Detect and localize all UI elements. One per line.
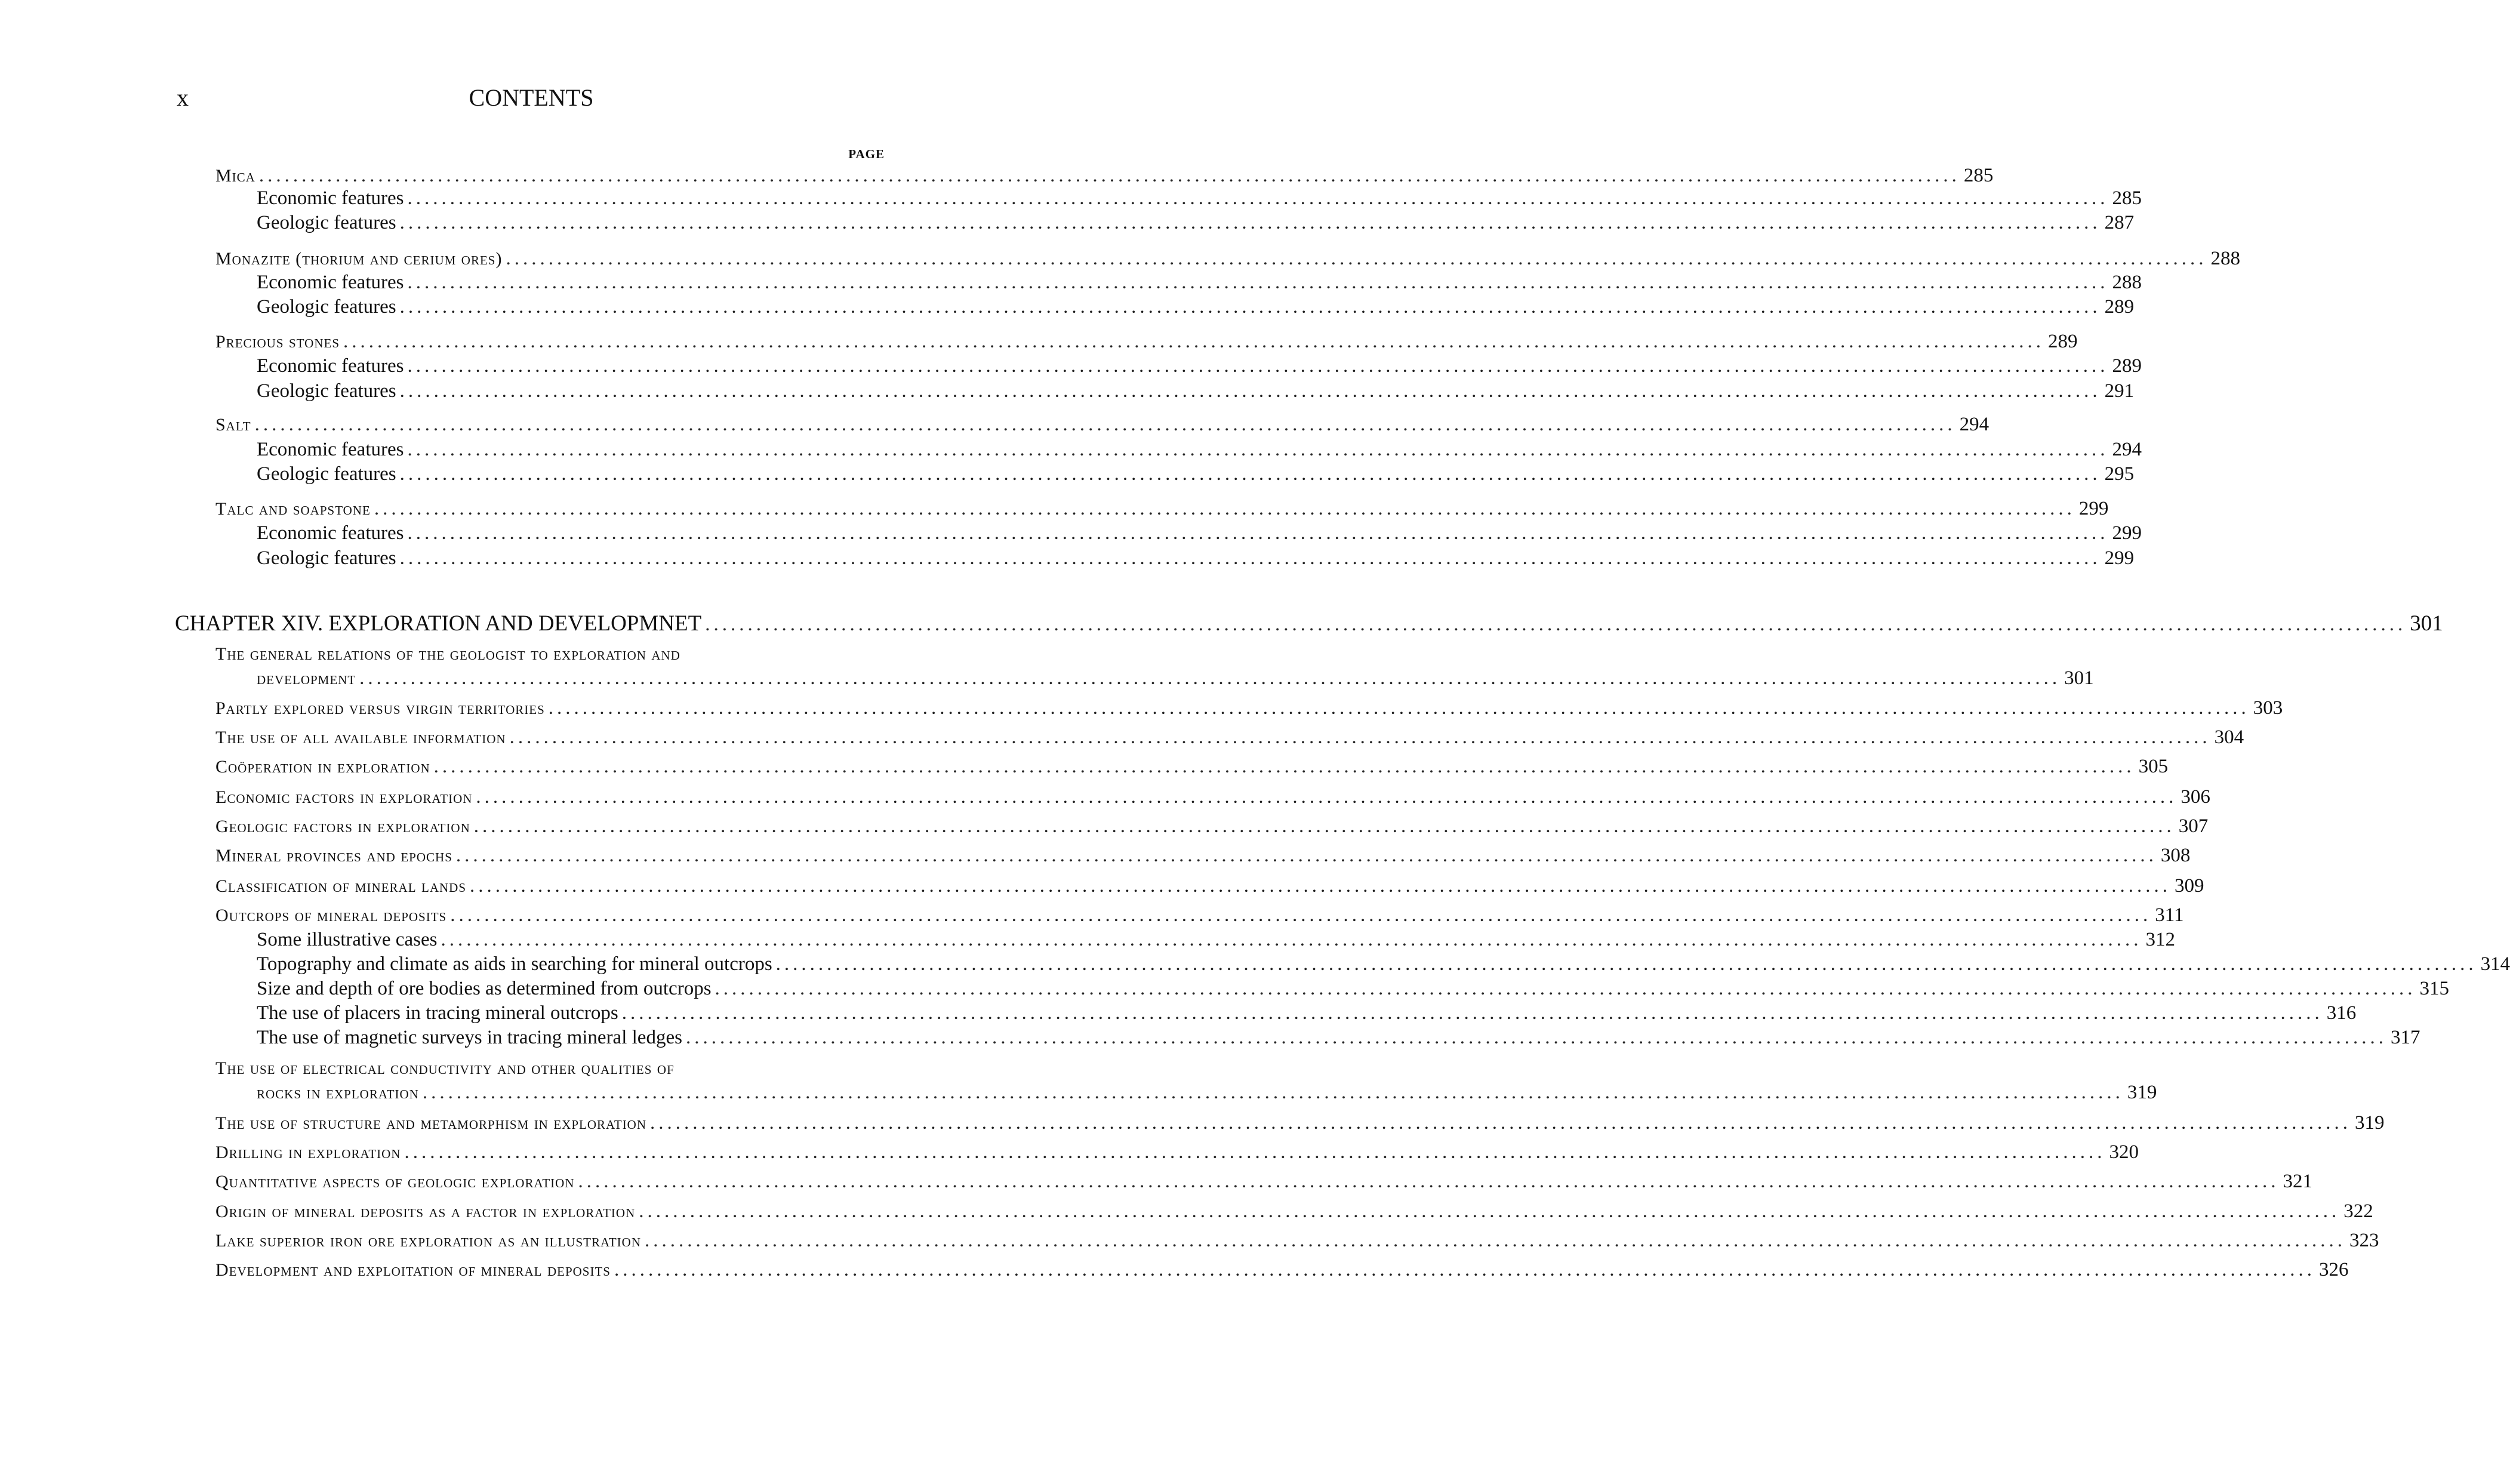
toc-entry: [215, 1199, 2373, 1224]
toc-entry-page: 320: [2109, 1141, 2139, 1163]
toc-entry: [257, 354, 2142, 378]
dot-leader: ........................................................................................................................................................................................................: [473, 815, 2175, 837]
dot-leader: ........................................................................................................................................................................................................: [433, 756, 2135, 777]
dot-leader: ........................................................................................................................................................................................................: [578, 1171, 2280, 1192]
toc-entry-title: Economic features: [257, 439, 404, 460]
dot-leader: ........................................................................................................................................................................................................: [422, 1082, 2124, 1103]
toc-entry-title: Some illustrative cases: [257, 929, 438, 950]
toc-entry-page: 285: [2112, 187, 2142, 209]
dot-leader: ........................................................................................................................................................................................................: [470, 875, 2172, 897]
dot-leader: ........................................................................................................................................................................................................: [650, 1112, 2352, 1134]
toc-entry-page: 315: [2419, 978, 2450, 999]
toc-entry-page: 322: [2343, 1200, 2373, 1222]
toc-entry-page: 326: [2318, 1259, 2349, 1280]
toc-entry: [215, 696, 2283, 721]
toc-entry-page: 311: [2155, 904, 2184, 926]
dot-leader: ........................................................................................................................................................................................................: [455, 845, 2157, 866]
toc-entry-page: 294: [2112, 439, 2142, 460]
dot-leader: ........................................................................................................................................................................................................: [407, 187, 2109, 209]
page-folio: x: [177, 84, 189, 111]
toc-entry: [257, 438, 2142, 461]
dot-leader: ........................................................................................................................................................................................................: [775, 953, 2477, 975]
toc-entry-page: 289: [2104, 296, 2135, 318]
toc-entry: [257, 546, 2135, 570]
toc-entry: [257, 952, 2510, 976]
toc-entry-title: Geologic features: [257, 380, 396, 402]
toc-entry: [215, 642, 885, 666]
toc-entry: [215, 725, 2244, 750]
toc-entry-page: 301: [2064, 667, 2094, 689]
toc-entry-title: The use of electrical conductivity and other qualities of: [215, 1058, 675, 1078]
dot-leader: ........................................................................................................................................................................................................: [548, 697, 2250, 719]
toc-entry-title: Drilling in exploration: [215, 1143, 401, 1162]
toc-entry-title: Geologic factors in exploration: [215, 817, 470, 836]
toc-entry-title: development: [257, 669, 356, 688]
dot-leader: ........................................................................................................................................................................................................: [509, 726, 2211, 748]
toc-entry-page: 316: [2326, 1002, 2357, 1024]
toc-entry: [257, 977, 2450, 1000]
dot-leader: ........................................................................................................................................................................................................: [441, 929, 2142, 950]
toc-entry: [215, 1111, 2385, 1135]
dot-leader: ........................................................................................................................................................................................................: [621, 1002, 2323, 1024]
toc-entry: [257, 928, 2175, 952]
toc-entry-page: 295: [2104, 463, 2135, 485]
toc-entry-title: Topography and climate as aids in searching for mineral outcrops: [257, 953, 772, 975]
toc-entry-title: Mica: [215, 166, 255, 186]
toc-entry: [257, 379, 2135, 403]
toc-entry-page: 304: [2214, 726, 2244, 748]
toc-entry-page: 299: [2112, 522, 2142, 544]
toc-entry: [215, 843, 2191, 868]
toc-entry-title: The use of structure and metamorphism in exploration: [215, 1113, 647, 1133]
toc-entry: [257, 1080, 2157, 1105]
dot-leader: ........................................................................................................................................................................................................: [450, 904, 2152, 926]
dot-leader: ........................................................................................................................................................................................................: [714, 978, 2416, 999]
toc-entry-page: 305: [2138, 756, 2169, 777]
toc-entry-page: 308: [2160, 845, 2191, 866]
toc-entry-title: Origin of mineral deposits as a factor in exploration: [215, 1202, 636, 1221]
toc-entry-title: The use of all available information: [215, 728, 506, 747]
toc-entry-page: 301: [2410, 611, 2443, 636]
dot-leader: ........................................................................................................................................................................................................: [614, 1259, 2315, 1280]
dot-leader: ........................................................................................................................................................................................................: [639, 1200, 2340, 1222]
toc-entry-page: 294: [1959, 414, 1989, 435]
toc-entry-title: Economic features: [257, 355, 404, 377]
toc-entry: [257, 270, 2142, 294]
toc-entry-page: 323: [2349, 1230, 2379, 1251]
toc-entry-page: 285: [1963, 165, 1994, 186]
toc-entry: [257, 666, 2094, 691]
toc-entry-title: Talc and soapstone: [215, 499, 371, 519]
toc-entry-page: 291: [2104, 380, 2135, 402]
toc-entry-page: 309: [2175, 875, 2204, 897]
toc-entry-title: Size and depth of ore bodies as determined from outcrops: [257, 978, 712, 999]
dot-leader: ........................................................................................................................................................................................................: [399, 296, 2101, 318]
dot-leader: ........................................................................................................................................................................................................: [399, 547, 2101, 569]
toc-entry-title: Precious stones: [215, 332, 340, 352]
dot-leader: ........................................................................................................................................................................................................: [343, 331, 2044, 352]
dot-leader: ........................................................................................................................................................................................................: [254, 414, 1956, 435]
toc-entry: [215, 412, 1989, 437]
toc-entry-title: Monazite (thorium and cerium ores): [215, 249, 503, 269]
toc-entry-page: 289: [2048, 331, 2078, 352]
toc-entry-title: The use of magnetic surveys in tracing mineral ledges: [257, 1027, 682, 1048]
dot-leader: ........................................................................................................................................................................................................: [258, 165, 1960, 186]
toc-entry-title: Geologic features: [257, 547, 396, 569]
dot-leader: ........................................................................................................................................................................................................: [685, 1027, 2387, 1048]
toc-entry: [257, 186, 2142, 210]
toc-entry-title: Economic factors in exploration: [215, 787, 473, 807]
dot-leader: ........................................................................................................................................................................................................: [359, 667, 2061, 689]
toc-entry: [257, 295, 2135, 319]
toc-entry-title: Partly explored versus virgin territories: [215, 698, 545, 718]
dot-leader: ........................................................................................................................................................................................................: [506, 248, 2207, 269]
toc-entry-page: 321: [2283, 1171, 2312, 1192]
toc-entry: [257, 1026, 2420, 1049]
dot-leader: ........................................................................................................................................................................................................: [407, 522, 2109, 544]
toc-entry-title: Salt: [215, 415, 251, 435]
toc-entry: [215, 755, 2169, 779]
dot-leader: ........................................................................................................................................................................................................: [476, 786, 2178, 808]
dot-leader: ........................................................................................................................................................................................................: [407, 439, 2109, 460]
toc-entry-title: Geologic features: [257, 296, 396, 318]
toc-entry-page: 319: [2127, 1082, 2157, 1103]
toc-entry-title: Lake superior iron ore exploration as an illustration: [215, 1231, 641, 1251]
toc-entry-page: 314: [2480, 953, 2510, 975]
toc-entry-page: 307: [2178, 815, 2209, 837]
toc-entry: [215, 1258, 2349, 1282]
toc-entry: [215, 1229, 2379, 1253]
toc-entry: [215, 1140, 2139, 1165]
toc-entry: [215, 874, 2204, 898]
toc-entry: [215, 164, 1994, 188]
page-title: CONTENTS: [469, 84, 594, 111]
toc-entry-title: Geologic features: [257, 463, 396, 485]
page-column-label: PAGE: [848, 147, 885, 161]
toc-entry-page: 289: [2112, 355, 2142, 377]
dot-leader: ........................................................................................................................................................................................................: [399, 380, 2101, 402]
toc-entry: [215, 497, 2109, 521]
dot-leader: ........................................................................................................................................................................................................: [407, 355, 2109, 377]
toc-entry-title: The general relations of the geologist to exploration and: [215, 644, 680, 664]
toc-entry-page: 287: [2104, 212, 2135, 233]
toc-entry-page: 299: [2104, 547, 2135, 569]
toc-entry-title: Mineral provinces and epochs: [215, 846, 452, 866]
toc-entry-title: Classification of mineral lands: [215, 876, 467, 896]
toc-entry-page: 306: [2181, 786, 2210, 808]
dot-leader: ........................................................................................................................................................................................................: [374, 498, 2075, 519]
toc-entry-title: Geologic features: [257, 212, 396, 233]
toc-entry: [215, 330, 2078, 354]
dot-leader: ........................................................................................................................................................................................................: [407, 272, 2109, 293]
toc-entry-title: Economic features: [257, 187, 404, 209]
dot-leader: ........................................................................................................................................................................................................: [399, 212, 2101, 233]
toc-entry-title: Coöperation in exploration: [215, 757, 430, 777]
toc-entry-page: 299: [2078, 498, 2109, 519]
dot-leader: ........................................................................................................................................................................................................: [404, 1141, 2106, 1163]
toc-entry-page: 303: [2253, 697, 2283, 719]
toc-entry-title: rocks in exploration: [257, 1083, 419, 1103]
toc-entry-page: 319: [2355, 1112, 2385, 1134]
toc-entry-title: CHAPTER XIV. EXPLORATION AND DEVELOPMNET: [175, 611, 702, 636]
toc-entry-page: 288: [2210, 248, 2240, 269]
toc-entry: [215, 1169, 2312, 1194]
toc-entry: [257, 462, 2135, 486]
toc-entry: [215, 814, 2209, 839]
toc-entry-page: 288: [2112, 272, 2142, 293]
toc-entry-title: Economic features: [257, 272, 404, 293]
dot-leader: ........................................................................................................................................................................................................: [645, 1230, 2346, 1251]
toc-entry: [215, 903, 2184, 928]
toc-entry: [215, 247, 2240, 271]
dot-leader: ........................................................................................................................................................................................................: [399, 463, 2101, 485]
toc-entry: [215, 1057, 885, 1080]
toc-entry: [257, 1001, 2357, 1025]
toc-entry: [215, 785, 2210, 809]
toc-entry: [175, 611, 2443, 636]
toc-entry: [257, 521, 2142, 545]
toc-entry-title: Outcrops of mineral deposits: [215, 906, 447, 925]
dot-leader: ........................................................................................................................................................................................................: [705, 614, 2407, 635]
toc-entry-title: Development and exploitation of mineral deposits: [215, 1260, 611, 1280]
toc-entry-page: 317: [2390, 1027, 2420, 1048]
toc-entry: [257, 211, 2135, 235]
toc-entry-title: Quantitative aspects of geologic exploration: [215, 1172, 575, 1191]
toc-entry-page: 312: [2145, 929, 2175, 950]
toc-entry-title: Economic features: [257, 522, 404, 544]
toc-entry-title: The use of placers in tracing mineral outcrops: [257, 1002, 618, 1024]
